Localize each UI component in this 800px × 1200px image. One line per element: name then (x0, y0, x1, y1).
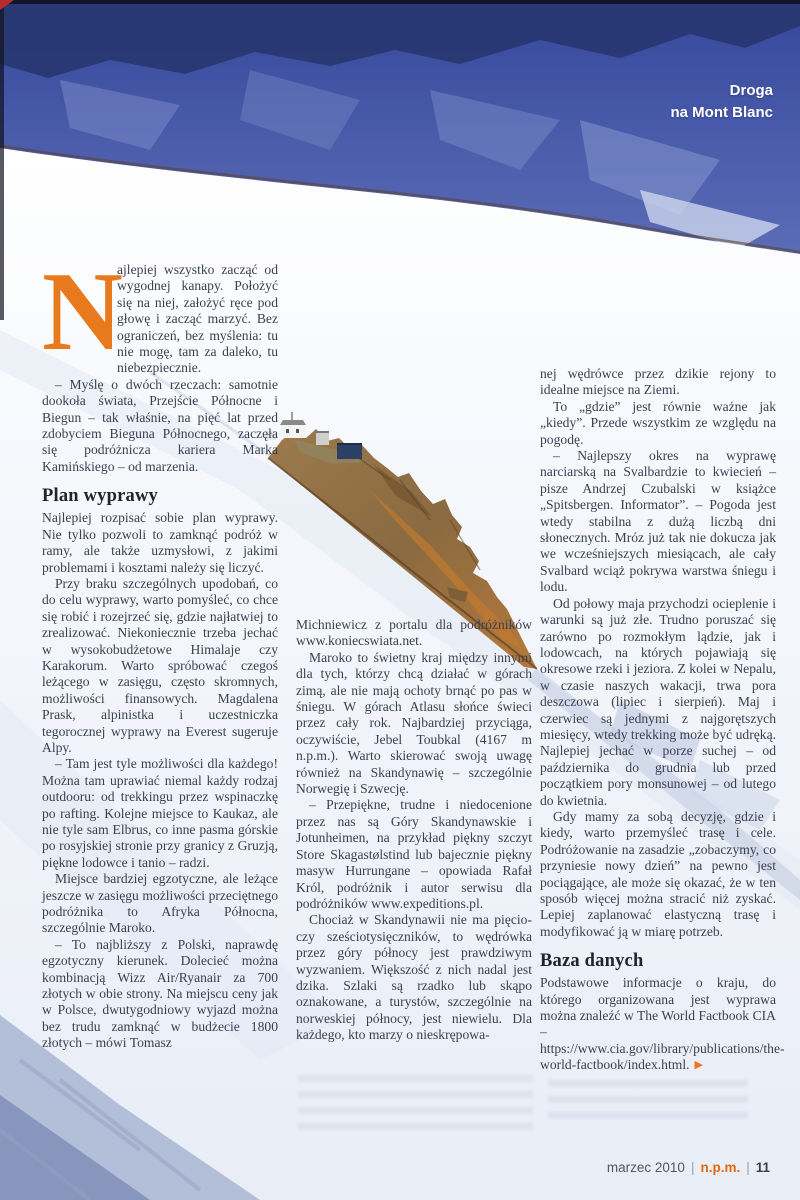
dropcap-letter: N (42, 250, 123, 374)
paragraph: – Przepiękne, trudne i niedocenione przez nas są Góry Skandynawskie i Jotunheimen, na przykład piękny szczyt Store Skagastølstind lub bajecznie piękny masyw Hurrungane – opowiada Rafał Król, podróżnik i autor serwisu dla podróżników www.expeditions.pl. (296, 797, 532, 911)
continue-arrow-icon: ▶ (694, 1059, 703, 1072)
footer-issue-date: marzec 2010 (606, 1160, 685, 1175)
paragraph: Miejsce bardziej egzotyczne, ale leżące jeszcze w zasięgu możliwości przeciętnego podróżnika to Afryka Północna, szczególnie Maroko. (42, 871, 278, 936)
paragraph: Maroko to świetny kraj między innymi dla tych, którzy chcą działać w górach zimą, ale nie mają ochoty brnąć po pas w śniegu. W górach Atlasu słońce świeci przez cały rok. Najbardziej przyciąga, oczywiście, Jebel Toubkal (4167 m n.p.m.). Warto skierować swoją uwagę również na Skandynawię – szczególnie Norwegię i Szwecję. (296, 649, 532, 797)
paragraph: – Tam jest tyle możliwości dla każdego! Można tam uprawiać niemal każdy rodzaj outdooru: od trekkingu przez wspinaczkę po rafting. Kolejne miejsce to Kaukaz, ale nie tyle sam Elbrus, co inne pasma górskie po rosyjskiej stronie przy granicy z Gruzją, piękne lodowce i tanio – radzi. (42, 756, 278, 870)
paragraph: Najlepiej rozpisać sobie plan wyprawy. Nie tylko pozwoli to zamknąć podróż w ramy, ale także uzmysłowi, z jakimi problemami i kosztami należy się liczyć. (42, 510, 278, 575)
article-column-middle (296, 617, 532, 1044)
paragraph: – Myślę o dwóch rzeczach: samotnie dookoła świata, Przejście Północne i Biegun – tak właśnie, na pięć lat przed zdobyciem Bieguna Północnego, zaczęła się podróżnicza kariera Marka Kamińskiego – od marzenia. (42, 376, 278, 474)
paragraph: nej wędrówce przez dzikie rejony to idealne miejsce na Ziemi. (540, 366, 776, 398)
paragraph: – Najlepszy okres na wyprawę narciarską na Svalbardzie to kwiecień – pisze Andrzej Czubalski w książce „Spitsbergen. Informator”. – Pogoda jest wtedy stabilna z dużą liczbą dni słonecznych. Mróz już tak nie dokucza jak we wcześniejszych miesiącach, ale cały Svalbard wciąż pokrywa warstwa śniegu i lodu. (540, 448, 776, 595)
paragraph-text: ajlepiej wszystko zacząć od wygodnej kanapy. Położyć się na niej, założyć ręce pod głowę i zacząć marzyć. Bez ograniczeń, bez myślenia: tu nie mogę, tam za daleko, tu niebezpiecznie. (117, 262, 278, 376)
paragraph: Michniewicz z portalu dla podróżników www.koniecswiata.net. (296, 617, 532, 649)
section-heading-plan-wyprawy: Plan wyprawy (42, 486, 158, 507)
photo-caption (653, 80, 773, 124)
article-column-left (42, 250, 278, 1052)
photo-caption-line: Droga (729, 82, 773, 99)
paragraph-with-arrow (540, 975, 785, 1073)
section-heading-baza-danych: Baza danych (540, 951, 644, 972)
page-footer (607, 1160, 770, 1175)
paragraph: – To najbliższy z Polski, naprawdę egzotyczny kierunek. Dolecieć można kombinacją Wizz Air/Ryanair za 700 złotych w obie strony. Na miejscu ceny jak w Polsce, dwutygodniowy wyjazd można bez trudu zamknąć w budżecie 1800 złotych – mówi Tomasz (42, 936, 278, 1051)
paragraph: Od połowy maja przychodzi ocieplenie i warunki są już złe. Trudno poruszać się zarówno po rozmokłym lądzie, jak i lodowcach, na których pojawiają się okresowe rzeki i jeziora. Z kolei w Nepalu, w czasie naszych wakacji, trwa pora deszczowa (lipiec i sierpień). Maj i czerwiec są jednymi z najgorętszych miesięcy, wtedy trekking może być udręką. Najlepiej jechać w porze suchej – od października do grudnia lub przed początkiem pory monsunowej – od lutego do kwietnia. (540, 595, 776, 808)
paragraph-lead (42, 250, 278, 377)
paragraph: Przy braku szczególnych upodobań, co do celu wyprawy, warto pomyśleć, co chce się robić i rozejrzeć się, gdzie najłatwiej to zrealizować. Niekoniecznie trzeba jechać w wysokobudżetowe Himalaje czy Karakorum. Warto spróbować czegoś leżącego w zasięgu, często skromnych, możliwości finansowych. Magdalena Prask, alpinistka i uczestniczka tegorocznej wyprawy na Everest sugeruje Alpy. (42, 575, 278, 755)
footer-page-number: 11 (755, 1160, 770, 1175)
footer-separator: | (746, 1160, 750, 1175)
article-column-right (540, 366, 785, 1074)
photo-caption-line: na Mont Blanc (670, 103, 773, 121)
paragraph: Chociaż w Skandynawii nie ma pięcio- czy sześciotysięczników, to wędrówka przez góry północy jest prawdziwym wyzwaniem. Większość z nich nadal jest dzika. Szlaki są rzadko lub skąpo oznakowane, a turystów, szczególnie na norweskiej północy, jest niewielu. Dla każdego, kto marzy o nieskrępowa- (296, 912, 532, 1043)
paragraph: Gdy mamy za sobą decyzję, gdzie i kiedy, warto przemyśleć trasę i cele. Podróżowanie na zasadzie „zobaczymy, co przyniesie nowy dzień” na pewno jest pociągające, ale może się okazać, że w ten sposób więcej można stracić niż zyskać. Lepiej zaplanować elastyczną trasę i modyfikować ją w miarę potrzeb. (540, 808, 776, 939)
paragraph-text: Podstawowe informacje o kraju, do którego organizowana jest wyprawa można znaleźć w The World Factbook CIA – https://www.cia.gov/library/publications/the-world-factbook/index.html. (540, 975, 785, 1073)
footer-separator: | (690, 1160, 695, 1175)
paragraph: To „gdzie” jest równie ważne jak „kiedy”. Przede wszystkim ze względu na pogodę. (540, 398, 776, 447)
footer-magazine-title: n.p.m. (700, 1160, 741, 1175)
